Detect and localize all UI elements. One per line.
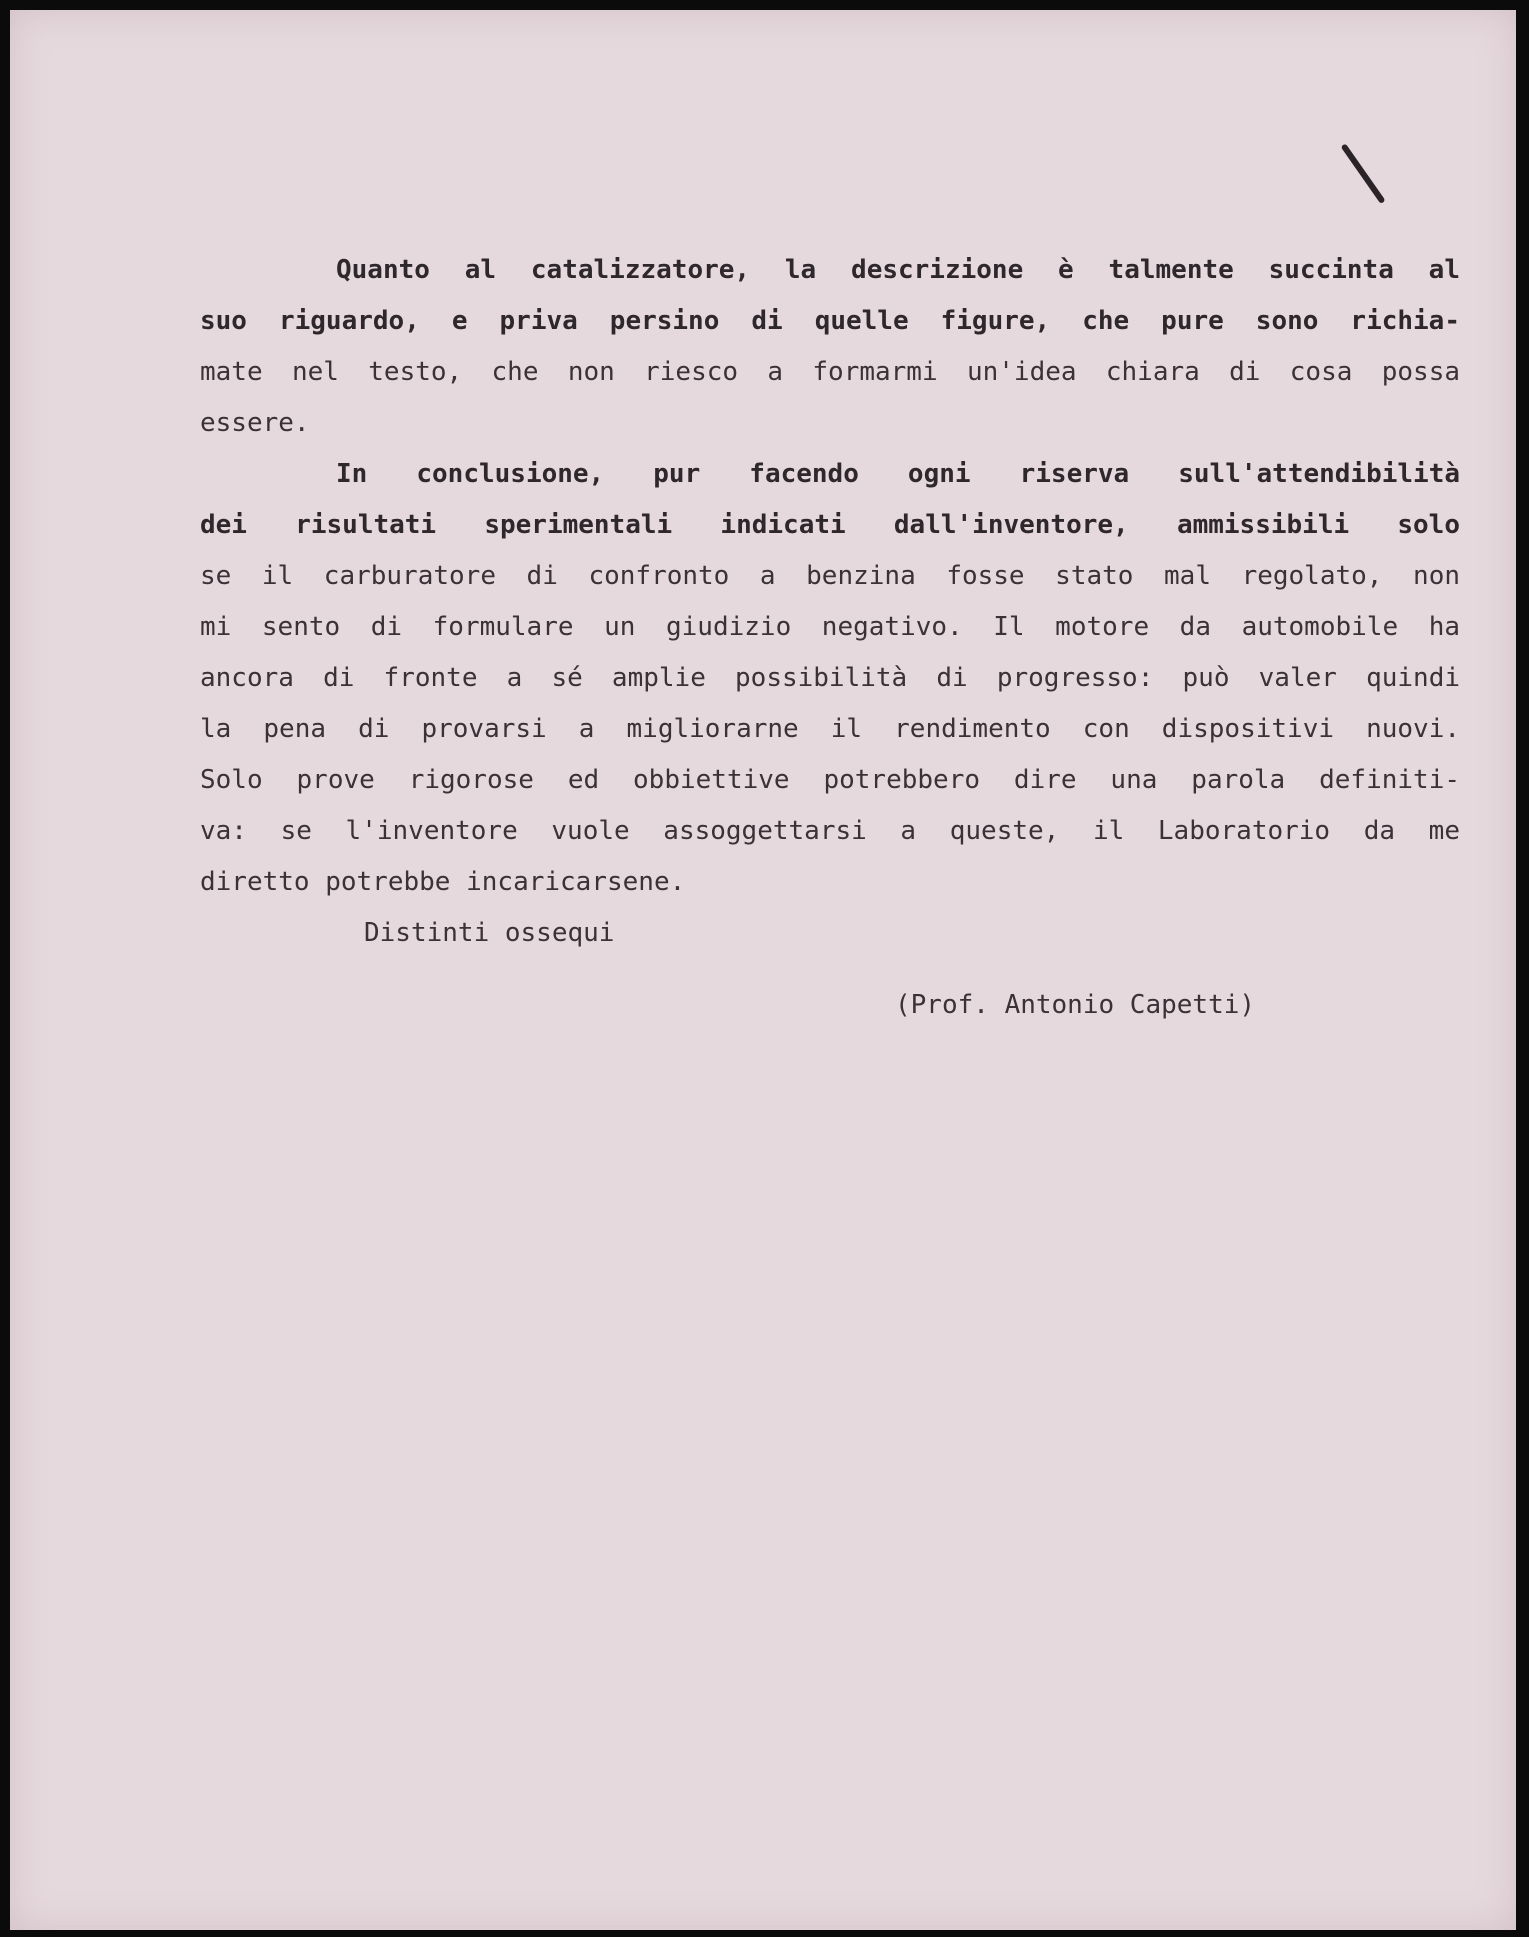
signature: (Prof. Antonio Capetti): [895, 990, 1256, 1020]
text-line: Solo prove rigorose ed obbiettive potrebbero dire una parola definiti-: [200, 765, 1460, 795]
letter-page: [10, 10, 1516, 1930]
text-line: se il carburatore di confronto a benzina fosse stato mal regolato, non: [200, 561, 1460, 591]
text-line: ancora di fronte a sé amplie possibilità di progresso: può valer quindi: [200, 663, 1460, 693]
text-line: va: se l'inventore vuole assoggettarsi a queste, il Laboratorio da me: [200, 816, 1460, 846]
text-line: dei risultati sperimentali indicati dall'inventore, ammissibili solo: [200, 510, 1460, 540]
text-line: suo riguardo, e priva persino di quelle figure, che pure sono richia-: [200, 306, 1460, 336]
text-line: diretto potrebbe incaricarsene.: [200, 867, 686, 897]
letter-body: [200, 245, 1460, 959]
closing-line: Distinti ossequi: [364, 918, 615, 948]
text-line: Quanto al catalizzatore, la descrizione è talmente succinta al: [336, 255, 1460, 285]
text-line: In conclusione, pur facendo ogni riserva sull'attendibilità: [336, 459, 1460, 489]
text-line: essere.: [200, 408, 310, 438]
text-line: mate nel testo, che non riesco a formarmi un'idea chiara di cosa possa: [200, 357, 1460, 387]
text-line: la pena di provarsi a migliorarne il rendimento con dispositivi nuovi.: [200, 714, 1460, 744]
text-line: mi sento di formulare un giudizio negativo. Il motore da automobile ha: [200, 612, 1460, 642]
ink-mark: [1341, 143, 1386, 204]
